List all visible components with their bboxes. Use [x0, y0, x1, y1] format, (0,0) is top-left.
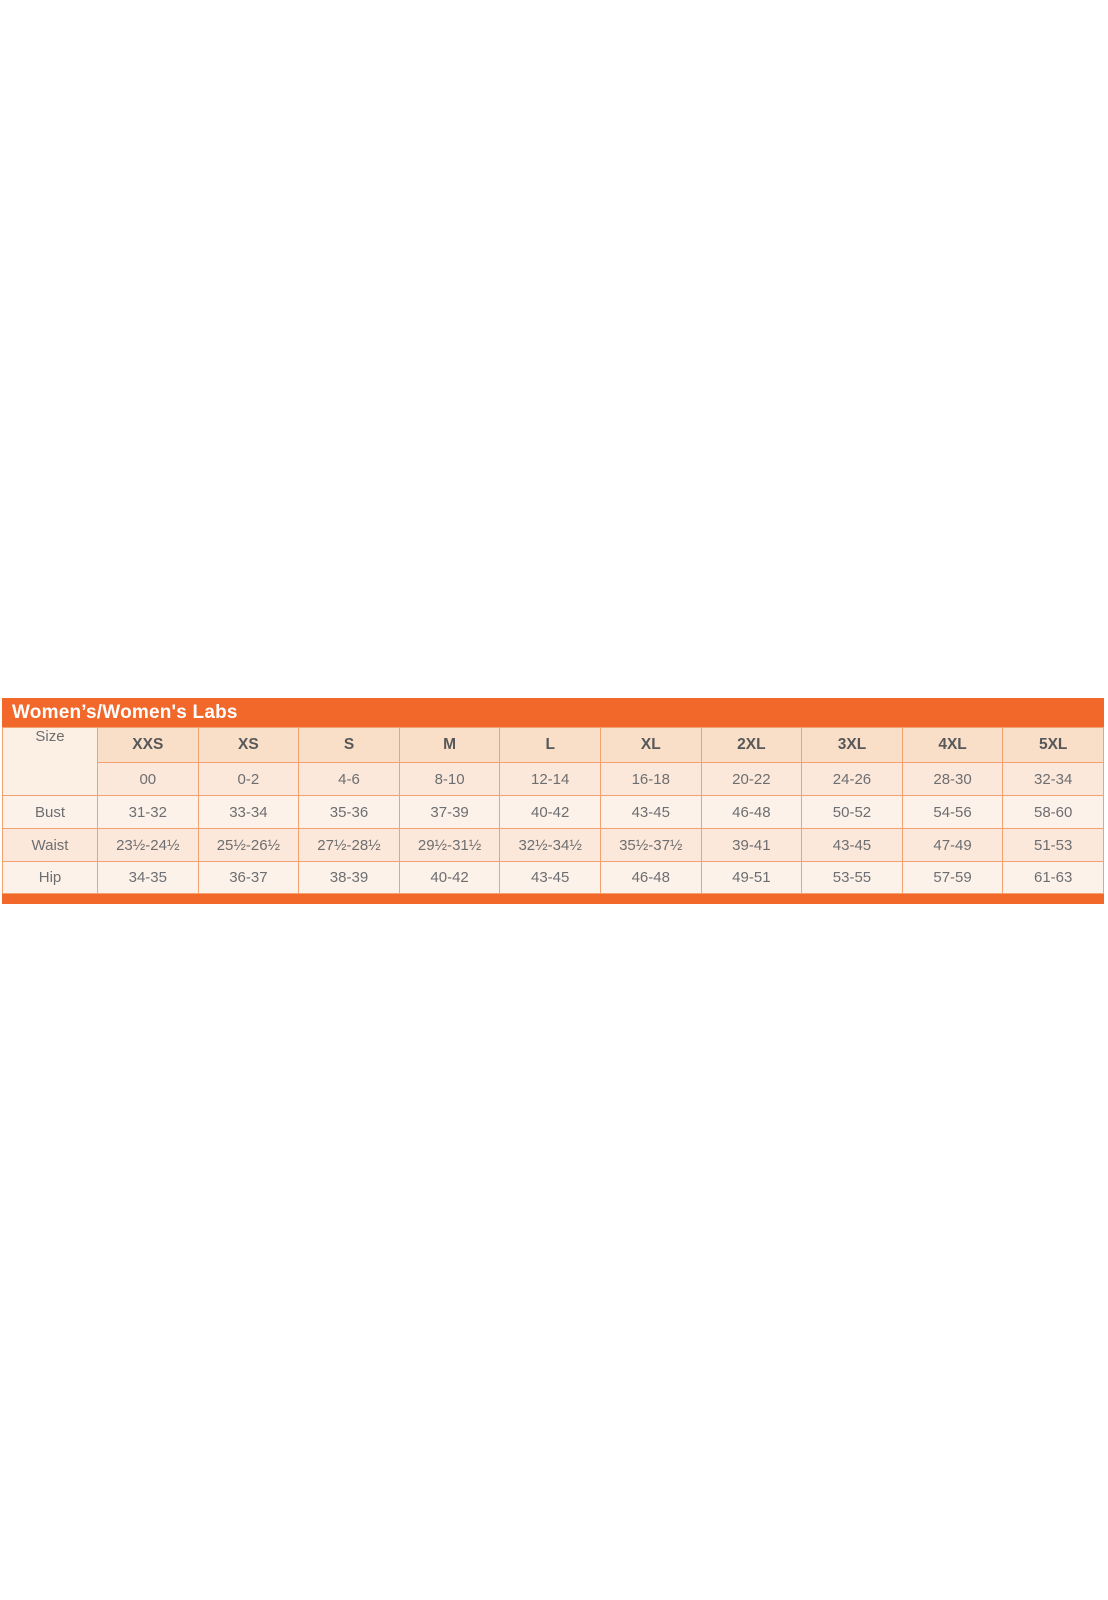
waist-value-cell: 23½-24½ [98, 829, 199, 862]
bust-value-cell: 31-32 [98, 796, 199, 829]
bust-value-cell: 50-52 [802, 796, 903, 829]
size-header-cell: 5XL [1003, 728, 1104, 763]
size-header-cell: L [500, 728, 601, 763]
bust-value-cell: 46-48 [701, 796, 802, 829]
size-table [2, 727, 1104, 894]
numeric-size-cell: 32-34 [1003, 763, 1104, 796]
numeric-size-cell: 4-6 [299, 763, 400, 796]
size-header-cell: 4XL [902, 728, 1003, 763]
numeric-size-cell: 12-14 [500, 763, 601, 796]
size-header-cell: M [399, 728, 500, 763]
row-label-waist: Waist [3, 829, 98, 862]
bust-value-cell: 33-34 [198, 796, 299, 829]
bust-row [3, 796, 1104, 829]
size-header-cell: XL [600, 728, 701, 763]
size-label-row [3, 728, 1104, 763]
size-header-cell: XS [198, 728, 299, 763]
waist-value-cell: 32½-34½ [500, 829, 601, 862]
waist-value-cell: 25½-26½ [198, 829, 299, 862]
size-header-cell: 3XL [802, 728, 903, 763]
hip-value-cell: 49-51 [701, 862, 802, 894]
bust-value-cell: 40-42 [500, 796, 601, 829]
hip-value-cell: 43-45 [500, 862, 601, 894]
numeric-size-row [3, 763, 1104, 796]
numeric-size-cell: 16-18 [600, 763, 701, 796]
chart-footer-bar [2, 894, 1104, 904]
numeric-size-cell: 8-10 [399, 763, 500, 796]
hip-value-cell: 34-35 [98, 862, 199, 894]
waist-value-cell: 51-53 [1003, 829, 1104, 862]
numeric-size-cell: 28-30 [902, 763, 1003, 796]
hip-value-cell: 46-48 [600, 862, 701, 894]
waist-value-cell: 43-45 [802, 829, 903, 862]
waist-value-cell: 35½-37½ [600, 829, 701, 862]
hip-value-cell: 40-42 [399, 862, 500, 894]
bust-value-cell: 35-36 [299, 796, 400, 829]
waist-value-cell: 47-49 [902, 829, 1003, 862]
chart-title-bar [2, 698, 1104, 727]
bust-value-cell: 58-60 [1003, 796, 1104, 829]
waist-row [3, 829, 1104, 862]
bust-value-cell: 37-39 [399, 796, 500, 829]
size-header-cell: 2XL [701, 728, 802, 763]
hip-value-cell: 57-59 [902, 862, 1003, 894]
waist-value-cell: 39-41 [701, 829, 802, 862]
hip-value-cell: 61-63 [1003, 862, 1104, 894]
numeric-size-cell: 24-26 [802, 763, 903, 796]
hip-value-cell: 53-55 [802, 862, 903, 894]
waist-value-cell: 29½-31½ [399, 829, 500, 862]
chart-title: Women’s/Women's Labs [12, 701, 238, 723]
size-header-cell: XXS [98, 728, 199, 763]
size-header-cell: S [299, 728, 400, 763]
hip-value-cell: 36-37 [198, 862, 299, 894]
hip-row [3, 862, 1104, 894]
numeric-size-cell: 00 [98, 763, 199, 796]
waist-value-cell: 27½-28½ [299, 829, 400, 862]
row-label-hip: Hip [3, 862, 98, 894]
numeric-size-cell: 0-2 [198, 763, 299, 796]
row-label-bust: Bust [3, 796, 98, 829]
bust-value-cell: 54-56 [902, 796, 1003, 829]
bust-value-cell: 43-45 [600, 796, 701, 829]
numeric-size-cell: 20-22 [701, 763, 802, 796]
hip-value-cell: 38-39 [299, 862, 400, 894]
size-chart [2, 698, 1104, 904]
corner-size-label: Size [3, 728, 98, 796]
